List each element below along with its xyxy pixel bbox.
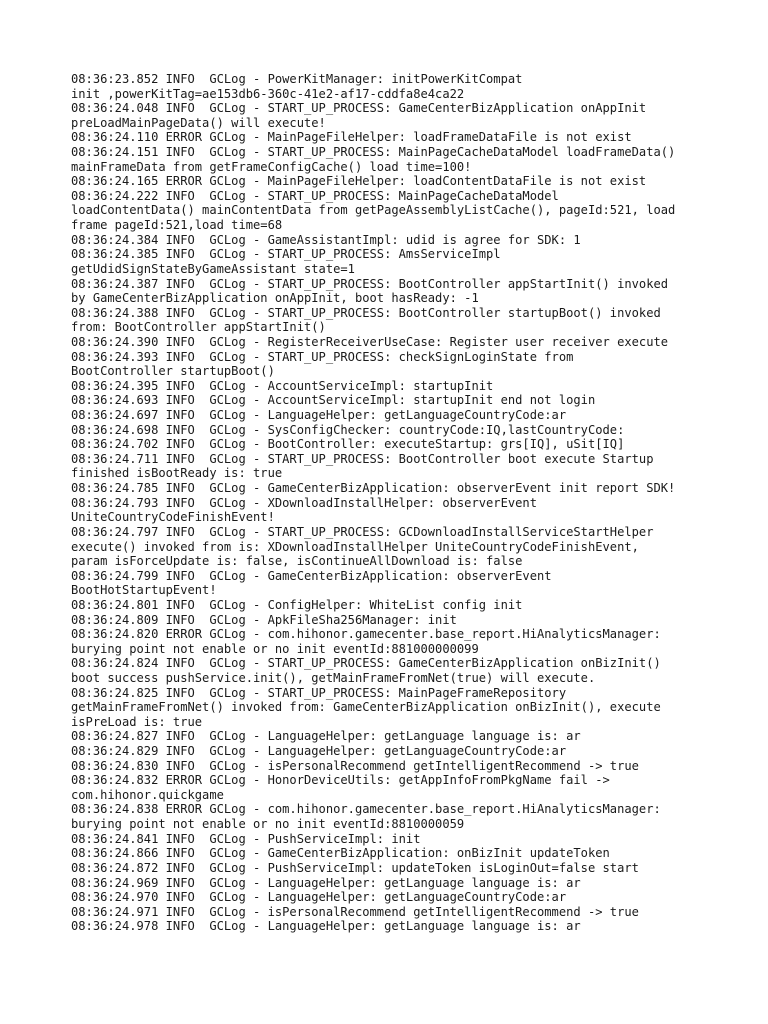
log-line: preLoadMainPageData() will execute! bbox=[71, 115, 326, 130]
log-line: 08:36:24.395 INFO GCLog - AccountServiceImpl: startupInit bbox=[71, 378, 494, 393]
log-line: boot success pushService.init(), getMainFrameFromNet(true) will execute. bbox=[71, 670, 596, 685]
log-line: 08:36:24.797 INFO GCLog - START_UP_PROCESS: GCDownloadInstallServiceStartHelper bbox=[71, 524, 654, 539]
log-line: 08:36:24.820 ERROR GCLog - com.hihonor.gamecenter.base_report.HiAnalyticsManager: bbox=[71, 627, 661, 642]
log-line: frame pageId:521,load time=68 bbox=[71, 218, 283, 233]
log-line: 08:36:24.866 INFO GCLog - GameCenterBizApplication: onBizInit updateToken bbox=[71, 846, 610, 861]
log-line: 08:36:24.222 INFO GCLog - START_UP_PROCESS: MainPageCacheDataModel bbox=[71, 188, 559, 203]
log-line: 08:36:24.110 ERROR GCLog - MainPageFileHelper: loadFrameDataFile is not exist bbox=[71, 130, 632, 145]
log-line: mainFrameData from getFrameConfigCache() load time=100! bbox=[71, 159, 472, 174]
log-line: 08:36:24.971 INFO GCLog - isPersonalRecommend getIntelligentRecommend -> true bbox=[71, 904, 639, 919]
log-line: 08:36:24.829 INFO GCLog - LanguageHelper: getLanguageCountryCode:ar bbox=[71, 744, 567, 759]
log-line: burying point not enable or no init eventId:8810000059 bbox=[71, 817, 465, 832]
log-line: 08:36:24.872 INFO GCLog - PushServiceImpl: updateToken isLoginOut=false start bbox=[71, 860, 639, 875]
log-line: 08:36:24.830 INFO GCLog - isPersonalRecommend getIntelligentRecommend -> true bbox=[71, 758, 639, 773]
log-line: isPreLoad is: true bbox=[71, 714, 203, 729]
log-line: 08:36:24.785 INFO GCLog - GameCenterBizApplication: observerEvent init report SDK! bbox=[71, 481, 676, 496]
log-line: com.hihonor.quickgame bbox=[71, 787, 224, 802]
log-line: 08:36:24.697 INFO GCLog - LanguageHelper: getLanguageCountryCode:ar bbox=[71, 408, 567, 423]
log-line: 08:36:24.978 INFO GCLog - LanguageHelper: getLanguage language is: ar bbox=[71, 919, 581, 934]
log-line: 08:36:24.801 INFO GCLog - ConfigHelper: WhiteList config init bbox=[71, 597, 523, 612]
log-line: execute() invoked from is: XDownloadInstallHelper UniteCountryCodeFinishEvent, bbox=[71, 539, 639, 554]
log-line: 08:36:24.969 INFO GCLog - LanguageHelper: getLanguage language is: ar bbox=[71, 875, 581, 890]
log-line: 08:36:24.048 INFO GCLog - START_UP_PROCESS: GameCenterBizApplication onAppInit bbox=[71, 101, 647, 116]
log-line: 08:36:24.390 INFO GCLog - RegisterReceiverUseCase: Register user receiver execute bbox=[71, 334, 669, 349]
log-line: 08:36:24.841 INFO GCLog - PushServiceImpl: init bbox=[71, 831, 421, 846]
log-line: 08:36:24.711 INFO GCLog - START_UP_PROCESS: BootController boot execute Startup bbox=[71, 451, 654, 466]
log-line: 08:36:24.151 INFO GCLog - START_UP_PROCESS: MainPageCacheDataModel loadFrameData() bbox=[71, 145, 676, 160]
log-line: 08:36:24.809 INFO GCLog - ApkFileSha256Manager: init bbox=[71, 612, 457, 627]
log-text-block bbox=[71, 72, 711, 934]
log-line: 08:36:24.832 ERROR GCLog - HonorDeviceUtils: getAppInfoFromPkgName fail -> bbox=[71, 773, 610, 788]
log-line: 08:36:24.385 INFO GCLog - START_UP_PROCESS: AmsServiceImpl bbox=[71, 247, 501, 262]
log-line: finished isBootReady is: true bbox=[71, 466, 283, 481]
log-line: 08:36:24.825 INFO GCLog - START_UP_PROCESS: MainPageFrameRepository bbox=[71, 685, 567, 700]
log-line: 08:36:24.838 ERROR GCLog - com.hihonor.gamecenter.base_report.HiAnalyticsManager: bbox=[71, 802, 661, 817]
log-line: param isForceUpdate is: false, isContinueAllDownload is: false bbox=[71, 554, 523, 569]
log-line: BootController startupBoot() bbox=[71, 364, 275, 379]
log-line: 08:36:24.393 INFO GCLog - START_UP_PROCESS: checkSignLoginState from bbox=[71, 349, 574, 364]
log-line: 08:36:24.799 INFO GCLog - GameCenterBizApplication: observerEvent bbox=[71, 568, 552, 583]
log-line: by GameCenterBizApplication onAppInit, boot hasReady: -1 bbox=[71, 291, 479, 306]
log-line: init ,powerKitTag=ae153db6-360c-41e2-af17-cddfa8e4ca22 bbox=[71, 86, 465, 101]
log-line: 08:36:24.387 INFO GCLog - START_UP_PROCESS: BootController appStartInit() invoked bbox=[71, 276, 669, 291]
log-line: 08:36:24.165 ERROR GCLog - MainPageFileHelper: loadContentDataFile is not exist bbox=[71, 174, 647, 189]
log-line: BootHotStartupEvent! bbox=[71, 583, 217, 598]
log-line: 08:36:24.824 INFO GCLog - START_UP_PROCESS: GameCenterBizApplication onBizInit() bbox=[71, 656, 661, 671]
log-line: 08:36:24.793 INFO GCLog - XDownloadInstallHelper: observerEvent bbox=[71, 495, 537, 510]
log-line: loadContentData() mainContentData from getPageAssemblyListCache(), pageId:521, load bbox=[71, 203, 676, 218]
log-line: 08:36:24.970 INFO GCLog - LanguageHelper: getLanguageCountryCode:ar bbox=[71, 890, 567, 905]
log-line: 08:36:24.698 INFO GCLog - SysConfigChecker: countryCode:IQ,lastCountryCode: bbox=[71, 422, 625, 437]
log-line: 08:36:24.693 INFO GCLog - AccountServiceImpl: startupInit end not login bbox=[71, 393, 596, 408]
log-line: burying point not enable or no init eventId:881000000099 bbox=[71, 641, 479, 656]
log-line: from: BootController appStartInit() bbox=[71, 320, 326, 335]
log-line: 08:36:24.702 INFO GCLog - BootController: executeStartup: grs[IQ], uSit[IQ] bbox=[71, 437, 625, 452]
log-line: 08:36:24.384 INFO GCLog - GameAssistantImpl: udid is agree for SDK: 1 bbox=[71, 232, 581, 247]
log-line: 08:36:24.388 INFO GCLog - START_UP_PROCESS: BootController startupBoot() invoked bbox=[71, 305, 661, 320]
log-line: UniteCountryCodeFinishEvent! bbox=[71, 510, 275, 525]
log-line: getMainFrameFromNet() invoked from: GameCenterBizApplication onBizInit(), execute bbox=[71, 700, 661, 715]
log-line: getUdidSignStateByGameAssistant state=1 bbox=[71, 261, 355, 276]
log-line: 08:36:24.827 INFO GCLog - LanguageHelper: getLanguage language is: ar bbox=[71, 729, 581, 744]
log-line: 08:36:23.852 INFO GCLog - PowerKitManager: initPowerKitCompat bbox=[71, 72, 523, 86]
